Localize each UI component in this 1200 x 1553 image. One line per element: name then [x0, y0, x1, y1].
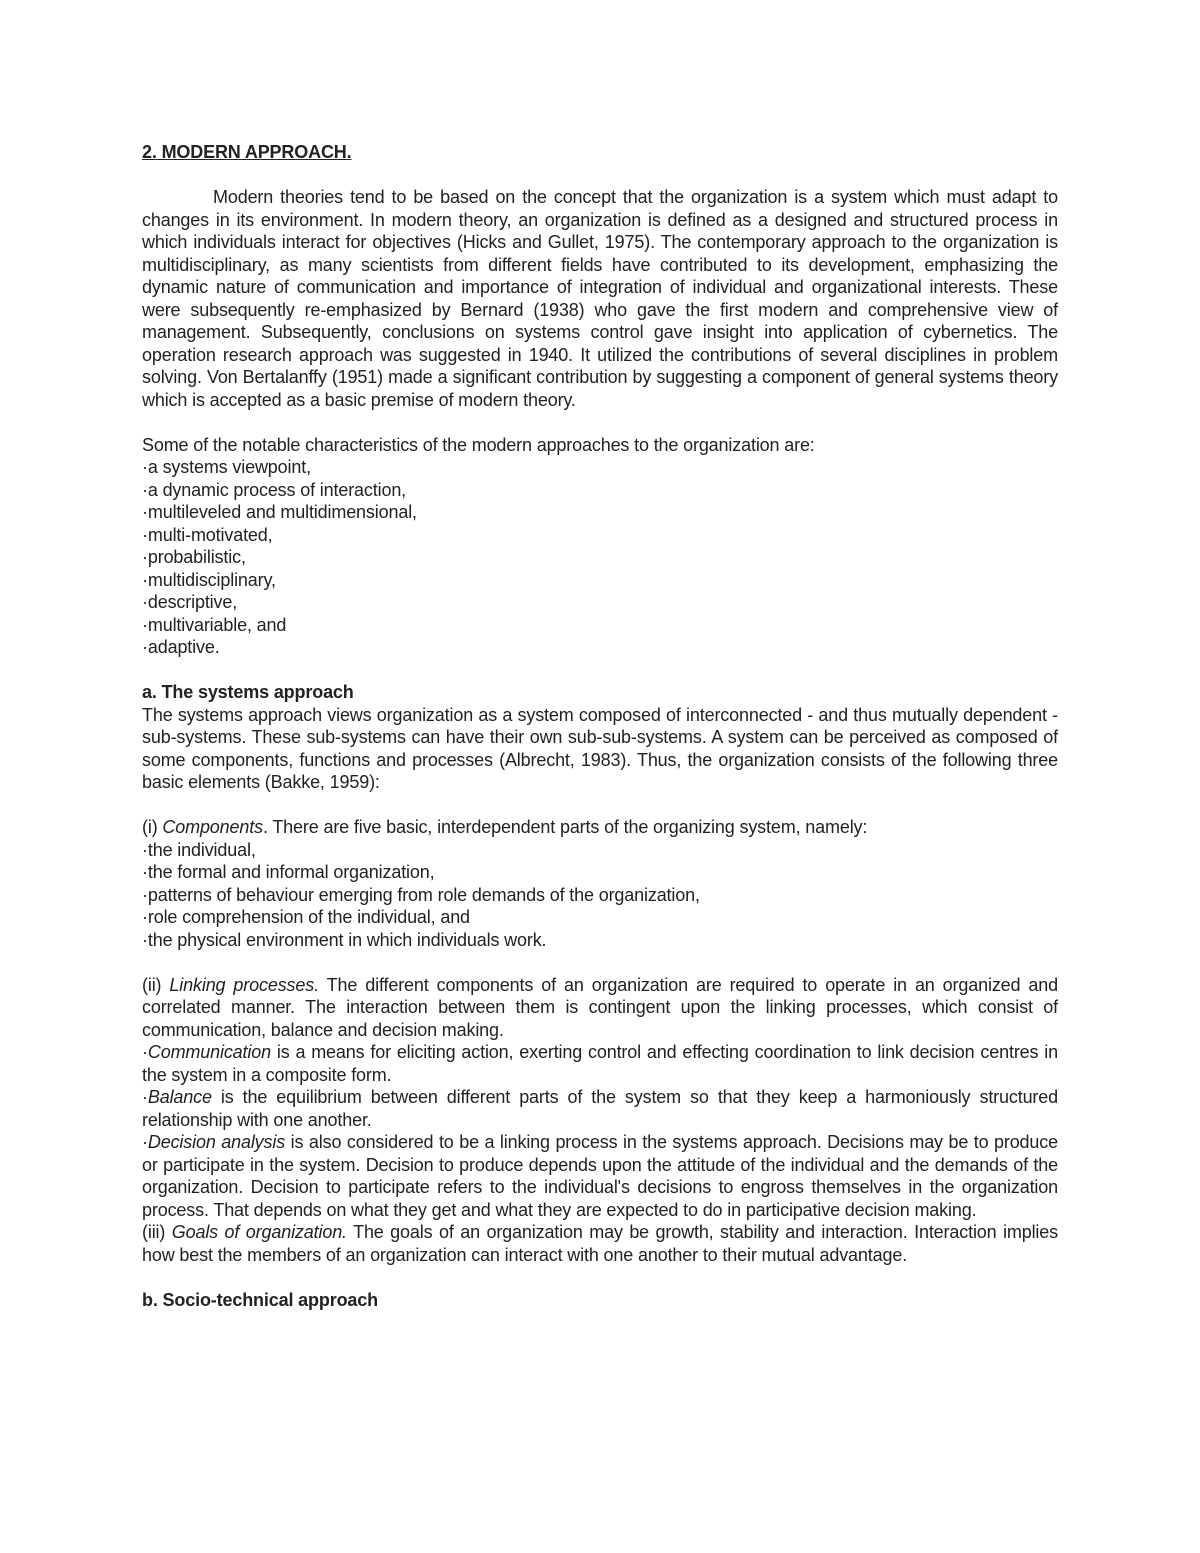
spacer — [142, 164, 1058, 187]
list-item: · the formal and informal organization, — [142, 861, 1058, 884]
spacer — [142, 1266, 1058, 1289]
communication-paragraph — [142, 1041, 1058, 1086]
list-item: · multileveled and multidimensional, — [142, 501, 1058, 524]
list-item: · role comprehension of the individual, and — [142, 906, 1058, 929]
goals-label: (iii) — [142, 1222, 172, 1242]
components-paragraph — [142, 816, 1058, 839]
linking-paragraph — [142, 974, 1058, 1042]
components-list — [142, 839, 1058, 952]
section-a-title: a. The systems approach — [142, 682, 354, 702]
spacer — [142, 411, 1058, 434]
list-item: · multivariable, and — [142, 614, 1058, 637]
linking-text: The different components of an organization are required to operate in an organized and correlated manner. The interaction between them is contingent upon the linking processes, which consist of communication, balance and decision making. — [142, 974, 1058, 1040]
decision-text: is also considered to be a linking process in the systems approach. Decisions may be to produce or participate in the system. Decision to produce depends upon the attitude of the individual and the demands of the organization. Decision to participate refers to the individual's decisions to engross themselves in the organization process. That depends on what they get and what they are expected to do in participative decision making. — [142, 1132, 1058, 1220]
goals-term: Goals of organization. — [171, 1222, 347, 1242]
communication-term: Communication — [147, 1042, 271, 1062]
components-term: Components — [162, 817, 263, 837]
list-item: · the individual, — [142, 839, 1058, 862]
characteristics-intro: Some of the notable characteristics of the modern approaches to the organization are: — [142, 434, 815, 455]
spacer — [142, 659, 1058, 682]
characteristics-list — [142, 456, 1058, 659]
list-item: · multi-motivated, — [142, 524, 1058, 547]
goals-paragraph — [142, 1221, 1058, 1266]
spacer — [142, 794, 1058, 817]
balance-term: Balance — [147, 1087, 212, 1107]
balance-paragraph — [142, 1086, 1058, 1131]
communication-text: is a means for eliciting action, exerting control and effecting coordination to link decision centres in the system in a composite form. — [142, 1042, 1058, 1085]
list-item: · multidisciplinary, — [142, 569, 1058, 592]
list-item: · probabilistic, — [142, 546, 1058, 569]
intro-paragraph: Modern theories tend to be based on the concept that the organization is a system which must adapt to changes in its environment. In modern theory, an organization is defined as a designed and structured process in which individuals interact for objectives (Hicks and Gullet, 1975). The contemporary approach to the organization is multidisciplinary, as many scientists from different fields have contributed to its development, emphasizing the dynamic nature of communication and importance of integration of individual and organizational interests. These were subsequently re-emphasized by Bernard (1938) who gave the first modern and comprehensive view of management. Subsequently, conclusions on systems control gave insight into application of cybernetics. The operation research approach was suggested in 1940. It utilized the contributions of several disciplines in problem solving. Von Bertalanffy (1951) made a significant contribution by suggesting a component of general systems theory which is accepted as a basic premise of modern theory. — [142, 187, 1058, 410]
components-label: (i) — [142, 817, 163, 837]
decision-term: Decision analysis — [147, 1132, 286, 1152]
list-item: · the physical environment in which individuals work. — [142, 929, 1058, 952]
list-item: · a dynamic process of interaction, — [142, 479, 1058, 502]
list-item: · descriptive, — [142, 591, 1058, 614]
document-page — [142, 141, 1058, 1311]
balance-text: is the equilibrium between different parts of the system so that they keep a harmoniously structured relationship with one another. — [142, 1087, 1058, 1130]
list-item: · patterns of behaviour emerging from role demands of the organization, — [142, 884, 1058, 907]
linking-label: (ii) — [142, 974, 170, 995]
section-b-title: b. Socio-technical approach — [142, 1289, 378, 1310]
linking-term: Linking processes. — [169, 974, 319, 995]
section-heading: 2. MODERN APPROACH. — [142, 142, 352, 162]
components-text: . There are five basic, interdependent parts of the organizing system, namely: — [262, 817, 868, 837]
section-a-paragraph: The systems approach views organization as a system composed of interconnected - and thus mutually dependent - sub-systems. These sub-systems can have their own sub-sub-systems. A system can be perceived as composed of some components, functions and processes (Albrecht, 1983). Thus, the organization consists of the following three basic elements (Bakke, 1959): — [142, 704, 1058, 792]
goals-text: The goals of an organization may be growth, stability and interaction. Interaction implies how best the members of an organization can interact with one another to their mutual advantage. — [142, 1222, 1058, 1265]
spacer — [142, 951, 1058, 974]
list-item: · adaptive. — [142, 636, 1058, 659]
list-item: · a systems viewpoint, — [142, 456, 1058, 479]
decision-paragraph — [142, 1131, 1058, 1221]
